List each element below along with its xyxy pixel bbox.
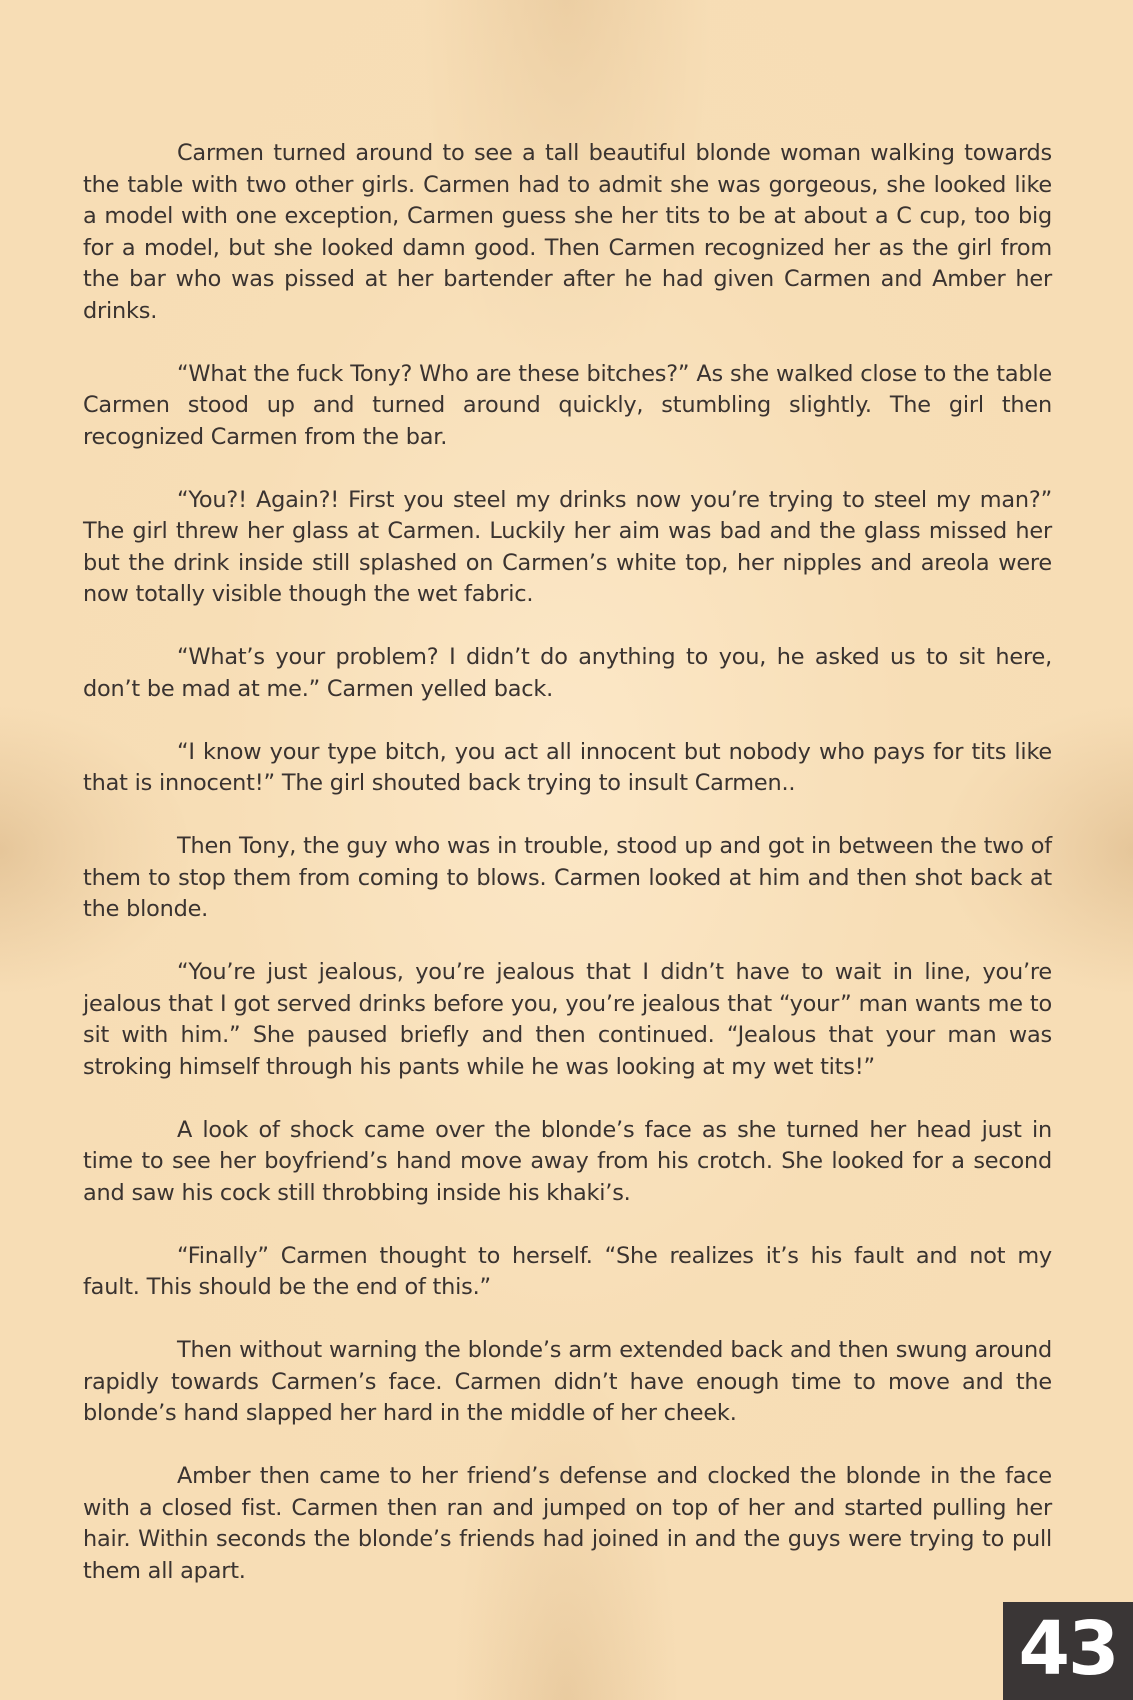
page-number: 43: [1018, 1606, 1118, 1692]
paragraph: “You?! Again?! First you steel my drinks now you’re trying to steel my man?” The girl threw her glass at Carmen. Luckily her aim was bad and the glass missed her but the drink inside still splashed on Carmen’s white top, her nipples and areola were now totally visible though the wet fabric.: [83, 486, 1052, 607]
story-text: [83, 138, 1052, 1619]
paragraph: “What’s your problem? I didn’t do anything to you, he asked us to sit here, don’t be mad at me.” Carmen yelled back.: [83, 644, 1052, 702]
paragraph: Amber then came to her friend’s defense and clocked the blonde in the face with a closed fist. Carmen then ran and jumped on top of her and started pulling her hair. Within seconds the blonde’s friends had joined in and the guys were trying to pull them all apart.: [83, 1463, 1052, 1584]
paragraph: Then without warning the blonde’s arm extended back and then swung around rapidly towards Carmen’s face. Carmen didn’t have enough time to move and the blonde’s hand slapped her hard in the middle of her cheek.: [83, 1337, 1052, 1426]
paragraph: A look of shock came over the blonde’s face as she turned her head just in time to see her boyfriend’s hand move away from his crotch. She looked for a second and saw his cock still throbbing inside his khaki’s.: [83, 1116, 1052, 1206]
paragraph: “You’re just jealous, you’re jealous that I didn’t have to wait in line, you’re jealous that I got served drinks before you, you’re jealous that “your” man wants me to sit with him.” She paused briefly and then continued. “Jealous that your man was stroking himself through his pants while he was looking at my wet tits!”: [83, 959, 1052, 1080]
paragraph: “I know your type bitch, you act all innocent but nobody who pays for tits like that is innocent!” The girl shouted back trying to insult Carmen..: [83, 738, 1052, 796]
paragraph: Carmen turned around to see a tall beautiful blonde woman walking towards the table with two other girls. Carmen had to admit she was gorgeous, she looked like a model with one exception, Carmen guess she her tits to be at about a C cup, too big for a model, but she looked damn good. Then Carmen recognized her as the girl from the bar who was pissed at her bartender after he had given Carmen and Amber her drinks.: [83, 140, 1052, 324]
paragraph: Then Tony, the guy who was in trouble, stood up and got in between the two of them to stop them from coming to blows. Carmen looked at him and then shot back at the blonde.: [83, 833, 1052, 922]
page-number-badge: [1003, 1602, 1133, 1700]
paragraph: “What the fuck Tony? Who are these bitches?” As she walked close to the table Carmen stood up and turned around quickly, stumbling slightly. The girl then recognized Carmen from the bar.: [83, 360, 1052, 450]
paragraph: “Finally” Carmen thought to herself. “She realizes it’s his fault and not my fault. This should be the end of this.”: [83, 1242, 1052, 1300]
